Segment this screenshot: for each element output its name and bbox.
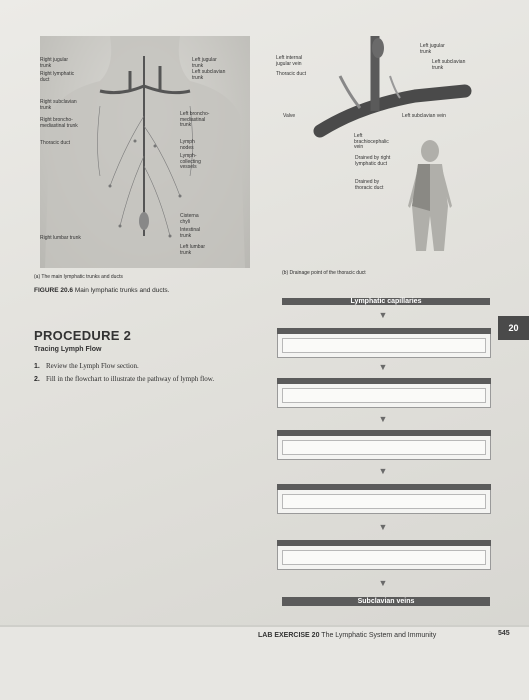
figure-a-caption: (a) The main lymphatic trunks and ducts	[34, 274, 123, 280]
footer-divider	[0, 625, 529, 627]
procedure-steps	[34, 362, 264, 388]
label-left-subclavian-trunk: Left subclavian trunk	[192, 69, 226, 81]
arrow-down-icon: ▼	[378, 466, 388, 476]
procedure-step	[34, 362, 264, 371]
label-drained-by-thoracic-duct: Drained by thoracic duct	[355, 179, 384, 191]
figure-b-caption: (b) Drainage point of the thoracic duct	[282, 270, 366, 276]
label-thoracic-duct: Thoracic duct	[40, 140, 71, 146]
label-thoracic-duct-b: Thoracic duct	[276, 71, 307, 77]
step-number: 2.	[34, 376, 40, 383]
arrow-down-icon: ▼	[378, 522, 388, 532]
procedure-step	[34, 375, 264, 384]
label-left-subclavian-vein: Left subclavian vein	[402, 113, 446, 119]
label-right-lumbar-trunk: Right lumbar trunk	[40, 235, 81, 241]
figure-title-text: Main lymphatic trunks and ducts.	[74, 287, 170, 294]
label-right-bronchomediastinal-trunk: Right broncho- mediastinal trunk	[40, 117, 78, 129]
label-left-jugular-trunk: Left jugular trunk	[192, 57, 217, 69]
procedure-subtitle: Tracing Lymph Flow	[34, 346, 102, 353]
chapter-tab: 20	[498, 316, 529, 340]
step-number: 1.	[34, 363, 40, 370]
footer-running-head	[258, 632, 436, 639]
flowchart-blank-box-2[interactable]	[277, 378, 491, 408]
label-intestinal-trunk: Intestinal trunk	[180, 227, 201, 239]
arrow-down-icon: ▼	[378, 414, 388, 424]
arrow-down-icon: ▼	[378, 362, 388, 372]
label-left-bronchomediastinal-trunk: Left broncho- mediastinal trunk	[180, 111, 210, 128]
step-text: Fill in the flowchart to illustrate the pathway of lymph flow.	[46, 375, 215, 383]
label-left-subclavian-trunk-b: Left subclavian trunk	[432, 59, 466, 71]
flowchart-blank-box-5[interactable]	[277, 540, 491, 570]
label-right-jugular-trunk: Right jugular trunk	[40, 57, 69, 69]
label-left-internal-jugular-vein: Left internal jugular vein	[276, 55, 303, 67]
label-left-lumbar-trunk: Left lumbar trunk	[180, 244, 206, 256]
procedure-title: PROCEDURE 2	[34, 328, 132, 343]
step-text: Review the Lymph Flow section.	[46, 362, 139, 370]
label-right-lymphatic-duct: Right lymphatic duct	[40, 71, 75, 83]
footer-exercise: LAB EXERCISE 20	[258, 632, 320, 639]
label-lymph-nodes: Lymph nodes	[180, 139, 195, 151]
label-cisterna-chyli: Cisterna chyli	[180, 213, 199, 225]
flowchart-blank-box-3[interactable]	[277, 430, 491, 460]
footer-chapter-title: The Lymphatic System and Immunity	[321, 632, 437, 639]
label-left-jugular-trunk-b: Left jugular trunk	[420, 43, 445, 55]
label-valve: Valve	[283, 113, 296, 119]
label-left-brachiocephalic-vein: Left brachiocephalic vein	[354, 133, 389, 150]
label-lymph-collecting-vessels: Lymph- collecting vessels	[180, 153, 201, 170]
arrow-down-icon: ▼	[378, 310, 388, 320]
figure-number: FIGURE 20.6	[34, 287, 74, 294]
page-number: 545	[498, 630, 510, 637]
label-right-subclavian-trunk: Right subclavian trunk	[40, 99, 77, 111]
flowchart-blank-box-4[interactable]	[277, 484, 491, 514]
flowchart-blank-box-1[interactable]	[277, 328, 491, 358]
label-drained-by-right-lymphatic-duct: Drained by right lymphatic duct	[355, 155, 391, 167]
flowchart-end-label: Subclavian veins	[282, 597, 490, 606]
figure-title	[34, 287, 169, 294]
arrow-down-icon: ▼	[378, 578, 388, 588]
flowchart-start-label: Lymphatic capillaries	[282, 298, 490, 305]
